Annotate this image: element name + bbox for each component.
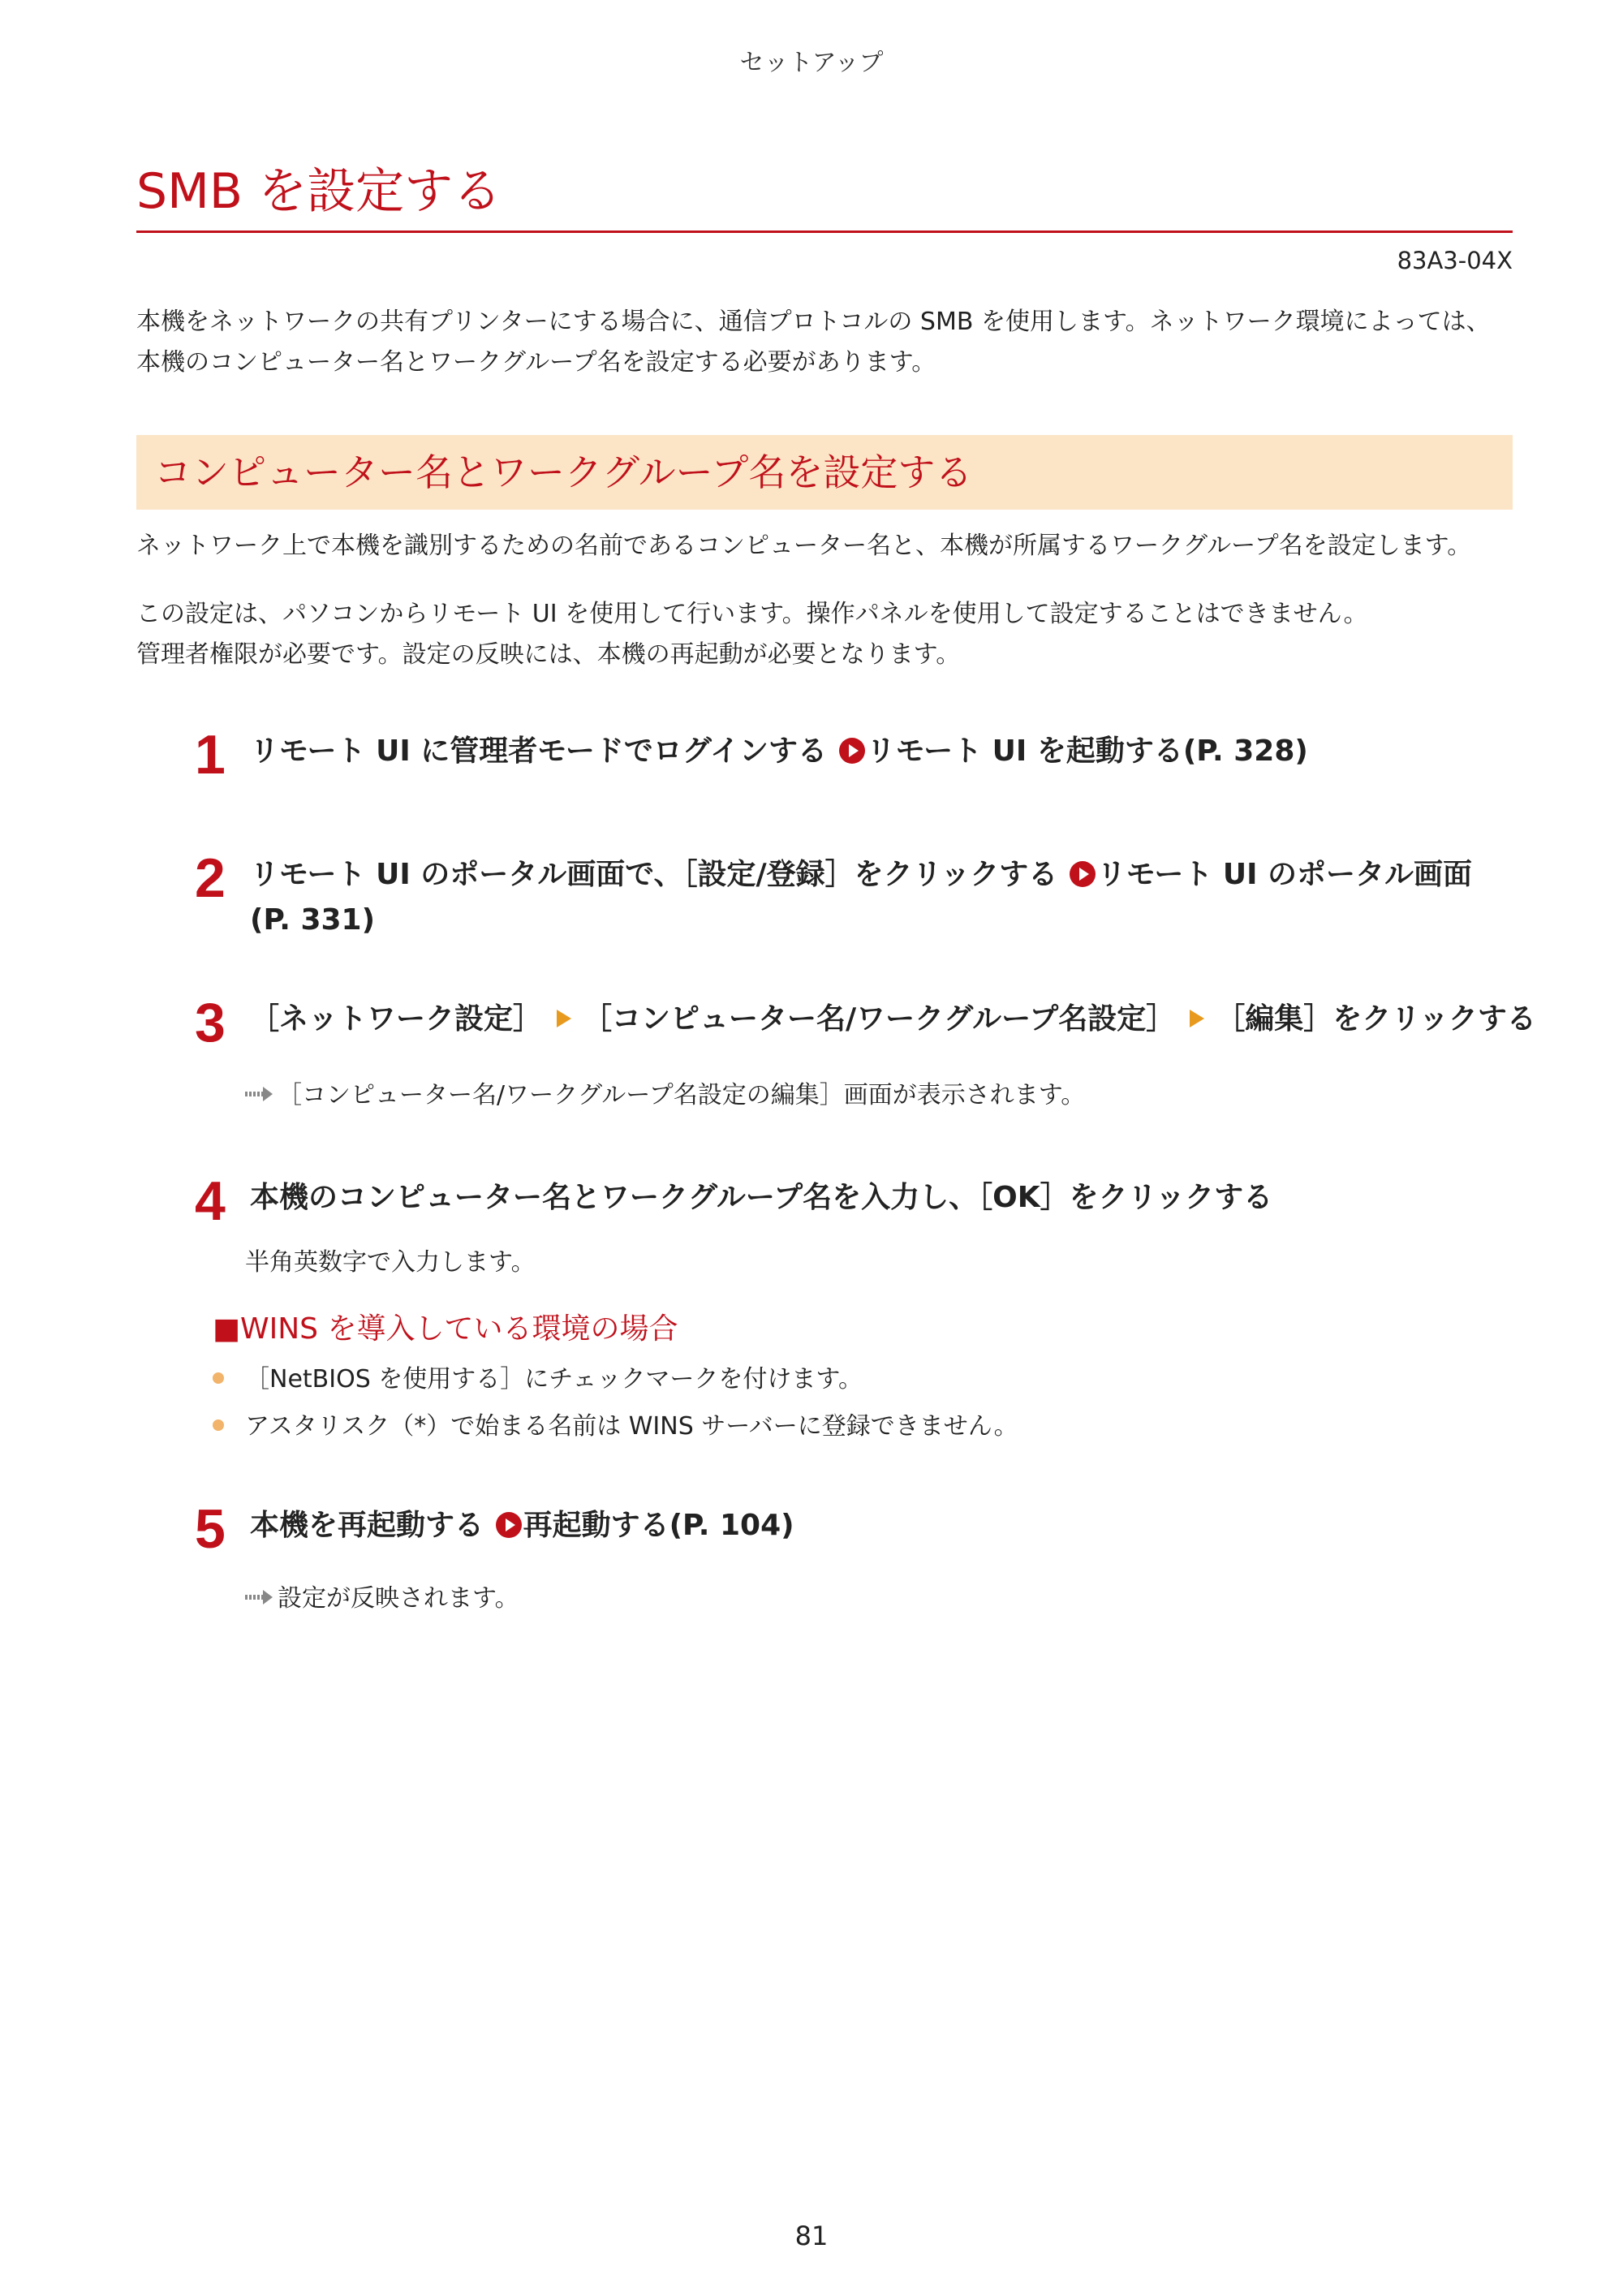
- step-text: [250, 1503, 1532, 1549]
- running-header: セットアップ: [739, 49, 884, 77]
- step-number: 3: [195, 992, 226, 1053]
- intro-line: 本機のコンピューター名とワークグループ名を設定する必要があります。: [136, 348, 936, 377]
- intro-line: 本機をネットワークの共有プリンターにする場合に、通信プロトコルの SMB を使用します。ネットワーク環境によっては、: [136, 308, 1491, 336]
- bullet-dot-icon: [213, 1419, 224, 1431]
- section-description: ネットワーク上で本機を識別するための名前であるコンピューター名と、本機が所属するワークグループ名を設定します。: [136, 532, 1472, 560]
- step-link[interactable]: リモート UI を起動する(P. 328): [866, 734, 1308, 768]
- section-heading-band: [136, 435, 1513, 510]
- link-arrow-icon: [839, 738, 865, 764]
- step-5-result: [245, 1579, 519, 1618]
- step-link[interactable]: (P. 331): [250, 903, 376, 937]
- bullet-item: [213, 1407, 1018, 1446]
- menu-path-item: ［コンピューター名/ワークグループ名設定］: [583, 1002, 1176, 1036]
- document-code: 83A3-04X: [1397, 247, 1513, 274]
- section-notes: [136, 594, 1516, 675]
- step-4-note: 半角英数字で入力します。: [245, 1248, 536, 1277]
- link-arrow-icon: [496, 1512, 522, 1538]
- link-arrow-icon: [1070, 861, 1096, 887]
- bullet-dot-icon: [213, 1372, 224, 1384]
- section-title: コンピューター名とワークグループ名を設定する: [154, 450, 973, 494]
- step-number: 5: [195, 1498, 226, 1560]
- title-block: [136, 159, 1513, 233]
- menu-path-item: ［ネットワーク設定］: [250, 1002, 543, 1036]
- result-arrow-icon: [245, 1086, 274, 1102]
- step-instruction: リモート UI のポータル画面で、［設定/登録］をクリックする: [250, 858, 1058, 891]
- bullet-text: アスタリスク（*）で始まる名前は WINS サーバーに登録できません。: [245, 1412, 1018, 1441]
- menu-path-item: ［編集］をクリックする: [1216, 1002, 1536, 1036]
- bullet-item: [213, 1360, 863, 1399]
- intro-paragraph: [136, 302, 1516, 383]
- triangle-right-icon: [557, 1010, 571, 1027]
- step-number: 1: [195, 724, 226, 786]
- result-arrow-icon: [245, 1589, 274, 1605]
- wins-subheading: ■WINS を導入している環境の場合: [213, 1312, 678, 1346]
- result-text: ［コンピューター名/ワークグループ名設定の編集］画面が表示されます。: [278, 1081, 1086, 1109]
- step-text: [250, 997, 1565, 1042]
- step-instruction: リモート UI に管理者モードでログインする: [250, 734, 828, 768]
- step-link[interactable]: リモート UI のポータル画面: [1096, 858, 1473, 891]
- step-instruction: 本機を再起動する: [250, 1509, 484, 1542]
- step-3-result: [245, 1076, 1085, 1115]
- bullet-text: ［NetBIOS を使用する］にチェックマークを付けます。: [245, 1365, 863, 1394]
- triangle-right-icon: [1190, 1010, 1204, 1027]
- step-number: 4: [195, 1170, 226, 1232]
- page-title: SMB を設定する: [136, 163, 502, 220]
- result-text: 設定が反映されます。: [278, 1584, 519, 1613]
- step-text: 本機のコンピューター名とワークグループ名を入力し、［OK］をクリックする: [250, 1181, 1273, 1214]
- note-line: 管理者権限が必要です。設定の反映には、本機の再起動が必要となります。: [136, 640, 961, 669]
- step-link[interactable]: 再起動する(P. 104): [523, 1509, 794, 1542]
- step-text: [250, 729, 1532, 774]
- page-number: 81: [794, 2221, 829, 2251]
- step-number: 2: [195, 847, 226, 909]
- note-line: この設定は、パソコンからリモート UI を使用して行います。操作パネルを使用して設定することはできません。: [136, 600, 1368, 628]
- step-text: [250, 852, 1532, 943]
